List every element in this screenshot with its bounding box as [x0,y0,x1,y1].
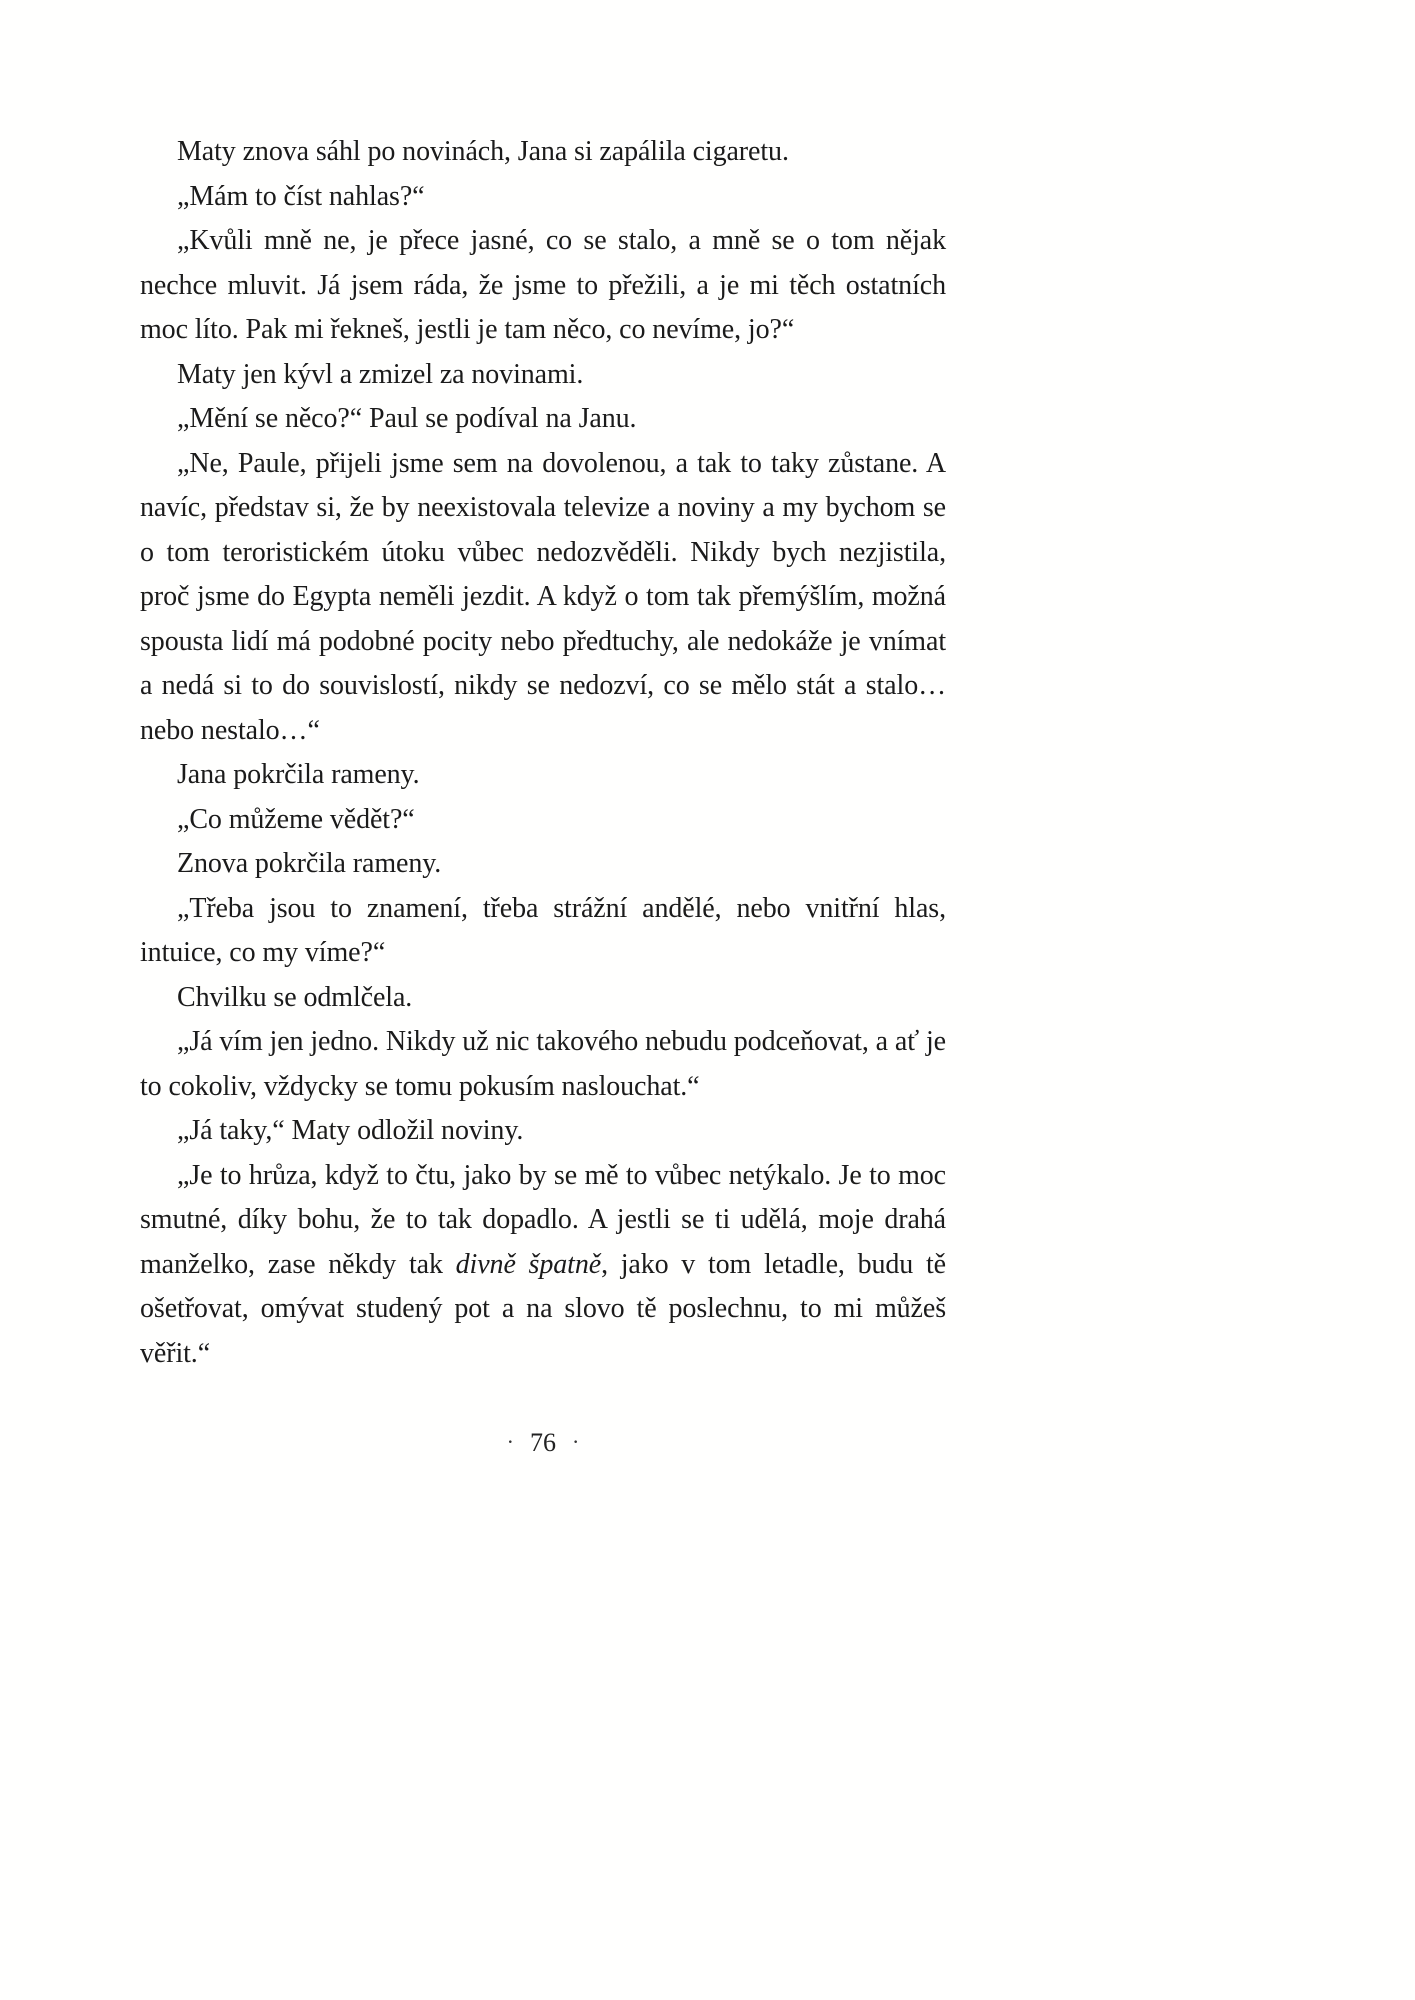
paragraph-6: „Ne, Paule, přijeli jsme sem na dovolenou, a tak to taky zůstane. A navíc, představ si, že by neexistovala televize a noviny a my bychom se o tom teroristickém útoku vůbec nedozvěděli. Nikdy bych nezjistila, proč jsme do Egypta neměli jezdit. A když o tom tak přemýšlím, možná spousta lidí má podobné pocity nebo předtuchy, ale nedokáže je vnímat a nedá si to do souvislostí, nikdy se nedozví, co se mělo stát a stalo… nebo nestalo…“ [140,447,946,746]
paragraph-10: „Třeba jsou to znamení, třeba strážní andělé, nebo vnitřní hlas, intuice, co my víme?“ [140,892,946,968]
paragraph-9: Znova pokrčila rameny. [177,848,442,879]
paragraph-13: „Já taky,“ Maty odložil noviny. [177,1115,524,1146]
paragraph-4: Maty jen kývl a zmizel za novinami. [177,358,584,390]
paragraph-7: Jana pokrčila rameny. [177,759,420,790]
page-number-value: 76 [530,1428,556,1457]
paragraph-14 [140,1154,946,1377]
page-number [140,1428,946,1458]
paragraph-14-text-after: , jako v tom letadle, budu tě ošetřovat, omývat studený pot a na slovo tě poslechnu, to mi můžeš věřit.“ [140,1248,946,1369]
paragraph-3: „Kvůli mně ne, je přece jasné, co se stalo, a mně se o tom nějak nechce mluvit. Já jsem ráda, že jsme to přežili, a je mi těch ostatních moc líto. Pak mi řekneš, jestli je tam něco, co nevíme, jo?“ [140,225,946,345]
page-number-dot-left: · [506,1429,514,1454]
paragraph-11: Chvilku se odmlčela. [177,981,413,1013]
paragraph-1: Maty znova sáhl po novinách, Jana si zapálila cigaretu. [177,136,789,167]
page-number-dot-right: · [572,1429,580,1454]
paragraph-2: „Mám to číst nahlas?“ [177,180,425,212]
paragraph-8: „Co můžeme vědět?“ [177,803,415,835]
text-block [140,130,946,1376]
paragraph-14-text-before: „Je to hrůza, když to čtu, jako by se mě to vůbec netýkalo. Je to moc smutné, díky bohu, že to tak dopadlo. A jestli se ti udělá, moje drahá manželko, zase někdy tak [140,1159,946,1280]
paragraph-5: „Mění se něco?“ Paul se podíval na Janu. [177,403,637,434]
emphasized-text: divně špatně [455,1248,602,1280]
paragraph-12: „Já vím jen jedno. Nikdy už nic takového nebudu podceňovat, a ať je to cokoliv, vždycky se tomu pokusím naslouchat.“ [140,1026,946,1102]
